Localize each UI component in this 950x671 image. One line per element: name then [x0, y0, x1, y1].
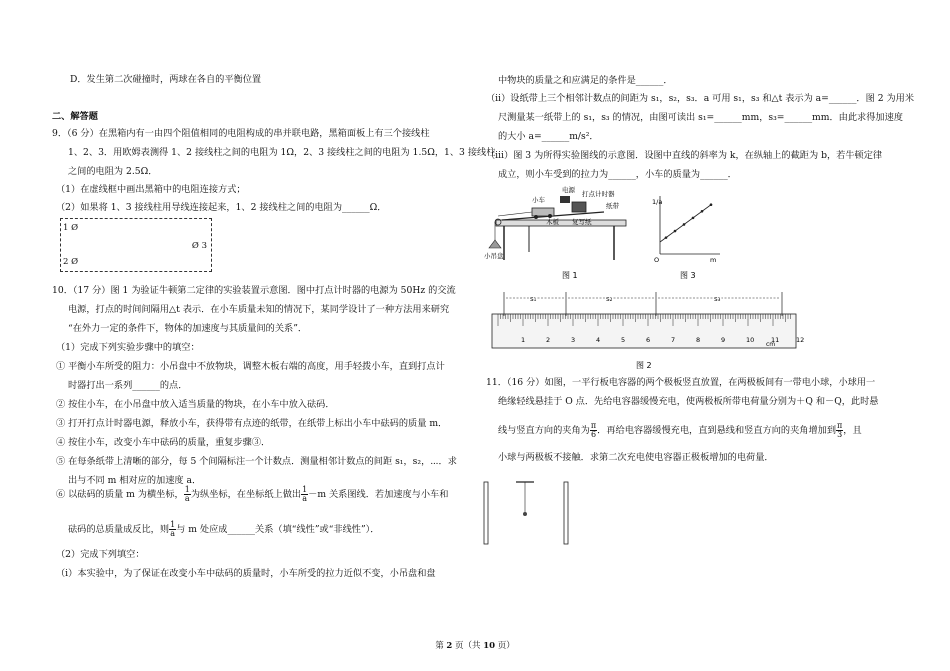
s3-label: s₃	[714, 295, 721, 303]
q10-step4: ④ 按住小车，改变小车中砝码的质量，重复步骤③．	[56, 437, 271, 448]
figure-3-caption: 图 3	[680, 271, 696, 280]
q10-ii-a: （ⅱ）设纸带上三个相邻计数点的间距为 s₁，s₂，s₃．a 可用 s₁，s₃ 和△t 表示为 a=______．图 2 为用米	[486, 93, 915, 104]
footer-page: 2	[446, 641, 453, 651]
ruler-number: 2	[546, 336, 551, 344]
q9-line1: 9．（6 分）在黑箱内有一由四个阻值相同的电阻构成的串并联电路，黑箱面板上有三个接线柱	[52, 128, 430, 139]
q10-step3: ③ 打开打点计时器电源，释放小车，获得带有点迹的纸带，在纸带上标出小车中砝码的质量 m．	[56, 418, 448, 429]
timer	[572, 202, 586, 212]
ruler-number: 11	[771, 336, 780, 344]
footer-text3: 页）	[495, 641, 515, 651]
cart-wheel	[534, 215, 538, 219]
data-point	[710, 203, 713, 206]
string	[498, 212, 532, 216]
q10-step6a	[56, 486, 448, 503]
step6b-text2: 与 m 处应成______关系（填“线性”或“非线性”）．	[176, 524, 380, 535]
ruler-number: 5	[621, 336, 626, 344]
page-footer	[0, 641, 950, 652]
footer-text2: 页（共	[452, 641, 484, 651]
q10-part2: （2）完成下列填空：	[56, 549, 145, 560]
step6b-text1: 砝码的总质量成反比，则	[68, 524, 170, 535]
ruler-number: 6	[646, 336, 651, 344]
q10-iii-a: （ⅲ）图 3 为所得实验图线的示意图．设图中直线的斜率为 k，在纵轴上的截距为 b，若牛顿定律	[486, 150, 883, 161]
y-label: 1/a	[652, 198, 663, 206]
s2-label: s₂	[606, 295, 613, 303]
q10-step5a: ⑤ 在每条纸带上清晰的部分，每 5 个间隔标注一个计数点．测量相邻计数点的间距 s₁，s₂，⋯．求	[56, 456, 457, 467]
q9-line3: 之间的电阻为 2.5Ω．	[68, 166, 158, 177]
step6a-text3: －m 关系图线．若加速度与小车和	[308, 489, 449, 500]
step6a-text2: 为纵坐标，在坐标纸上做出	[190, 489, 302, 500]
figure-2-ruler	[484, 288, 804, 370]
label-power: 电源	[562, 186, 575, 194]
data-point	[701, 210, 704, 213]
q10-step1b: 时器打出一系列______的点．	[68, 380, 188, 391]
ruler-number: 3	[571, 336, 576, 344]
origin-label: O	[654, 256, 660, 264]
fraction-pi-3: $\frac{\pi}{3}$	[837, 421, 843, 439]
q10-step6b	[68, 521, 379, 538]
figure-2-caption: 图 2	[636, 361, 652, 370]
answer-box	[60, 218, 212, 272]
label-tape: 纸带	[606, 202, 619, 210]
figure-1-apparatus	[484, 182, 634, 282]
ruler-number: 9	[721, 336, 726, 344]
data-point	[674, 230, 677, 233]
footer-total: 10	[483, 641, 496, 651]
q11-line4: 小球与两极板不接触．求第二次充电使电容器正极板增加的电荷量．	[498, 452, 774, 463]
q11-line1: 11．（16 分）如图，一平行板电容器的两个极板竖直放置，在两极板间有一带电小球，小球用一	[486, 377, 876, 388]
figure-1-caption: 图 1	[562, 271, 578, 280]
section-heading: 二、解答题	[52, 111, 98, 122]
fit-line	[660, 204, 712, 242]
q11-line3	[498, 422, 862, 439]
q10-i-line: （ⅰ）本实验中，为了保证在改变小车中砝码的质量时，小车所受的拉力近似不变，小吊盘和盘	[56, 568, 436, 579]
ruler-number: 10	[746, 336, 755, 344]
q10-line3: “在外力一定的条件下，物体的加速度与其质量间的关系”．	[68, 323, 308, 334]
terminal-2: 2 Ø	[63, 257, 79, 267]
x-label: m	[710, 256, 717, 264]
label-tray: 小吊盘	[484, 252, 504, 260]
q10-line2: 电源，打点的时间间隔用△t 表示．在小车质量未知的情况下，某同学设计了一种方法用来研究	[68, 304, 450, 315]
data-point	[692, 217, 695, 220]
ruler-number: 8	[696, 336, 701, 344]
q11-line3-text1: 线与竖直方向的夹角为	[498, 425, 590, 436]
q11-line2: 绝缘轻线悬挂于 O 点．先给电容器缓慢充电，使两极板所带电荷量分别为＋Q 和－Q，此时悬	[498, 396, 879, 407]
label-timer: 打点计时器	[582, 190, 615, 198]
fraction-pi-6: $\frac{\pi}{6}$	[590, 421, 597, 439]
q10-step2: ② 按住小车，在小吊盘中放入适当质量的物块，在小车中放入砝码．	[56, 399, 335, 410]
figure-3-graph	[650, 192, 740, 282]
data-point	[665, 236, 668, 239]
charged-ball	[523, 512, 527, 516]
unit-label: cm	[766, 341, 776, 348]
q10-step1a: ① 平衡小车所受的阻力：小吊盘中不放物块，调整木板右端的高度，用手轻拨小车，直到打点计	[56, 361, 445, 372]
q9-part2: （2）如果将 1、3 接线柱用导线连接起来，1、2 接线柱之间的电阻为______Ω．	[56, 202, 387, 213]
q10-iii-b: 成立，则小车受到的拉力为______，小车的质量为______．	[498, 169, 737, 180]
ruler-number: 7	[671, 336, 676, 344]
q10-ii-c: 的大小 a=______m/s²．	[498, 131, 599, 142]
ruler-number: 4	[596, 336, 601, 344]
q10-line1: 10．（17 分）图 1 为验证牛顿第二定律的实验装置示意图．图中打点计时器的电源为 50Hz 的交流	[52, 285, 456, 296]
figure-capacitor	[480, 478, 580, 550]
footer-text1: 第	[435, 641, 447, 651]
label-board: 木板	[546, 218, 559, 226]
small-tray	[489, 240, 501, 248]
label-cart: 小车	[532, 196, 545, 204]
q10-cont: 中物块的质量之和应满足的条件是______．	[498, 75, 673, 86]
step6a-text1: ⑥ 以砝码的质量 m 为横坐标，	[56, 489, 184, 500]
option-d: D．发生第二次碰撞时，两球在各自的平衡位置	[70, 74, 262, 85]
data-point	[683, 223, 686, 226]
q9-part1: （1）在虚线框中画出黑箱中的电阻连接方式；	[56, 184, 246, 195]
fraction-1-over-a-3: $\frac{1}{a}$	[170, 520, 176, 538]
fraction-1-over-a: $\frac{1}{a}$	[184, 485, 190, 503]
left-plate	[484, 482, 488, 544]
q11-line3-text3: ，且	[843, 425, 862, 436]
label-paper: 复写纸	[572, 218, 592, 226]
fraction-1-over-a-2: $\frac{1}{a}$	[302, 485, 308, 503]
q11-line3-text2: ．再给电容器缓慢充电，直到悬线和竖直方向的夹角增加到	[597, 425, 837, 436]
terminal-3: Ø 3	[191, 241, 207, 251]
ruler-number: 1	[521, 336, 526, 344]
s1-label: s₁	[530, 295, 537, 303]
table-top	[496, 220, 626, 226]
power-supply	[560, 196, 570, 203]
ruler-number: 12	[796, 336, 804, 344]
q10-part1: （1）完成下列实验步骤中的填空：	[56, 342, 200, 353]
q10-step5b: 出与不同 m 相对应的加速度 a．	[68, 475, 202, 486]
terminal-1: 1 Ø	[63, 223, 79, 233]
q9-line2: 1、2、3．用欧姆表测得 1、2 接线柱之间的电阻为 1Ω，2、3 接线柱之间的电阻为 1.5Ω，1、3 接线柱	[68, 147, 496, 158]
right-plate	[564, 482, 568, 544]
q10-ii-b: 尺测量某一纸带上的 s₁，s₃ 的情况，由图可读出 s₁=______mm，s₃=______mm．由此求得加速度	[498, 112, 903, 123]
